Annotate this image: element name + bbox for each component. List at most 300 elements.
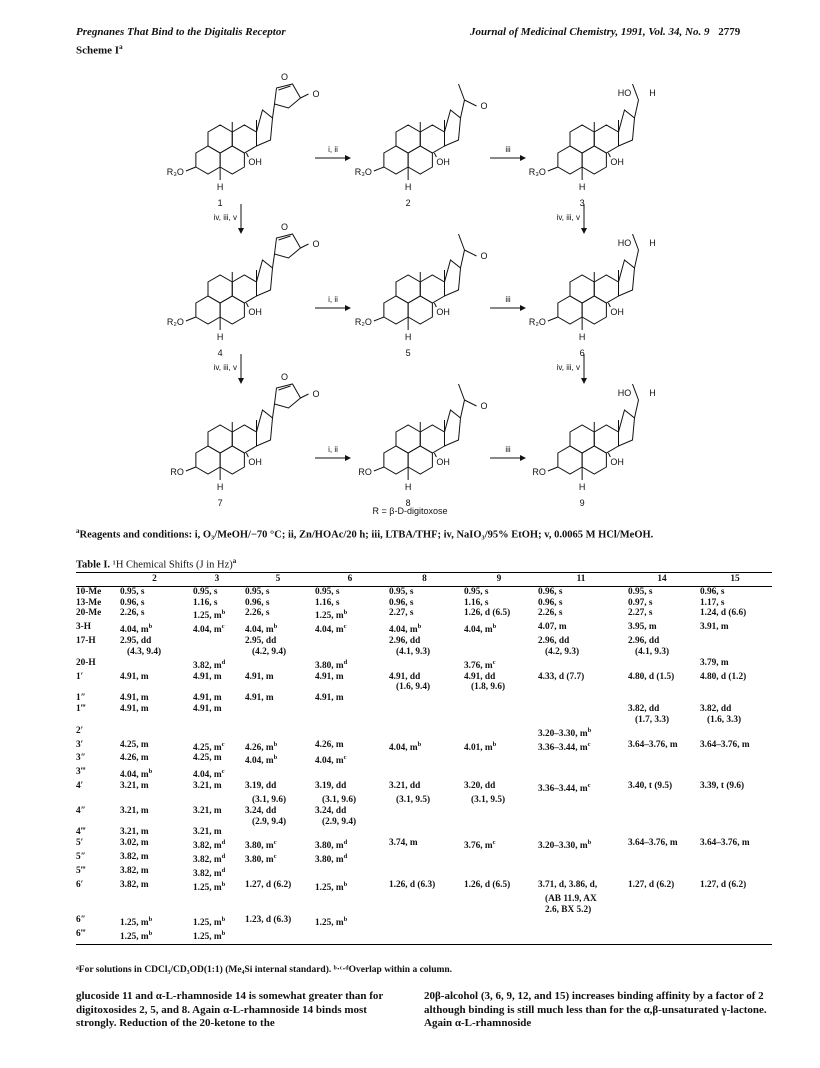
shift-cell: [191, 636, 243, 647]
shift-cell: 0.95, s: [464, 586, 489, 597]
shift-cell: 3.19, dd: [315, 781, 347, 792]
shift-cell: 3.80, $m^d$: [315, 658, 348, 671]
shift-cell: 3.82, $m^d$: [193, 867, 226, 880]
shift-cell: [243, 704, 313, 715]
table-row: [76, 838, 772, 852]
ether-bond: [374, 317, 384, 321]
ring-oxygen-label: O: [280, 72, 289, 82]
shift-cell: [698, 693, 772, 704]
shift-cell: 1.27, d (6.2): [628, 879, 675, 890]
ring-c: [582, 296, 606, 324]
shift-cell: (2.9, 9.4): [322, 816, 357, 827]
arrowhead: [238, 228, 244, 234]
shift-cell: 1.17, s: [700, 597, 725, 608]
table-row: [76, 586, 772, 597]
hydroxyl-label: HO: [617, 238, 632, 248]
shift-cell: 3.64–3.76, m: [700, 838, 750, 849]
table-row: [76, 636, 772, 647]
row-label: 10-Me: [76, 586, 102, 597]
ring-b: [570, 275, 594, 303]
row-label: [76, 817, 118, 828]
table-row: [76, 880, 772, 894]
shift-cell: [698, 726, 772, 740]
shift-cell: [536, 817, 626, 828]
shift-cell: 1.27, d (6.2): [700, 879, 747, 890]
table-header-row: [76, 573, 772, 587]
body-text-right: 20β-alcohol (3, 6, 9, 12, and 15) increases binding affinity by a factor of 2 although binding is still much less than for the α,β-unsaturated γ-lactone. Again α-L-rhamnoside: [424, 990, 767, 1030]
reaction-scheme: [0, 60, 820, 520]
shift-cell: [462, 866, 536, 880]
shift-cell: 4.80, d (1.2): [700, 671, 747, 682]
shift-cell: [536, 795, 626, 806]
shift-cell: 3.80, $m^d$: [315, 853, 348, 866]
shift-cell: 3.95, m: [628, 622, 657, 633]
ring-a: [384, 296, 408, 324]
shift-cell: [387, 806, 462, 817]
carbonyl-oxygen-label: O: [480, 251, 488, 261]
shift-cell: 4.91, m: [120, 693, 149, 704]
side-chain-bond: [634, 400, 638, 418]
shift-cell: (2.9, 9.4): [252, 816, 287, 827]
shift-cell: 1.25, $m^b$: [193, 916, 226, 929]
shift-cell: [387, 817, 462, 828]
steroid-structure: [358, 384, 487, 508]
row-label: 4′: [76, 781, 84, 792]
ring-c: [582, 146, 606, 174]
shift-cell: 4.04, $m^b$: [120, 623, 153, 636]
shift-cell: 3.20–3.30, $m^b$: [538, 839, 592, 852]
ring-c2: [232, 275, 256, 303]
shift-cell: 0.95, s: [193, 586, 218, 597]
substituent-label: RO: [358, 467, 372, 477]
table-row: [76, 894, 772, 905]
shift-cell: 4.25, m: [193, 753, 222, 764]
ring-b: [570, 425, 594, 453]
shift-cell: 4.91, m: [120, 704, 149, 715]
shift-cell: [462, 894, 536, 905]
shift-cell: [118, 658, 191, 672]
column-header: 6: [313, 573, 387, 587]
table-row: [76, 905, 772, 916]
shift-cell: 4.04, $m^b$: [245, 623, 278, 636]
row-label: 3-H: [76, 622, 91, 633]
hydrogen-label: H: [404, 182, 412, 192]
steroid-structure: [529, 234, 656, 358]
hydroxyl-label: OH: [248, 307, 262, 317]
ring-a: [384, 146, 408, 174]
ring-d: [256, 110, 272, 146]
shift-cell: 1.25, $m^b$: [315, 916, 348, 929]
shift-cell: 4.91, m: [315, 693, 344, 704]
shift-cell: [387, 915, 462, 929]
arrowhead: [345, 455, 351, 461]
shift-cell: [243, 682, 313, 693]
table-row: [76, 647, 772, 658]
shift-cell: 4.04, $m^c$: [315, 754, 347, 767]
row-label: 1‴: [76, 704, 86, 715]
shift-cell: 4.04, $m^b$: [389, 740, 422, 753]
ring-c: [220, 446, 244, 474]
shift-cell: [462, 704, 536, 715]
ring-d: [256, 260, 272, 296]
ether-bond: [186, 317, 196, 321]
ring-c: [408, 146, 432, 174]
table-row: [76, 672, 772, 683]
table-row: [76, 929, 772, 944]
shift-cell: [626, 894, 698, 905]
shift-cell: 0.96, s: [538, 597, 563, 608]
shift-cell: [536, 767, 626, 781]
row-label: 17-H: [76, 636, 96, 647]
shift-cell: [536, 715, 626, 726]
steroid-structure: [355, 234, 488, 358]
ring-c: [408, 446, 432, 474]
shift-cell: 2.26, s: [538, 608, 563, 619]
row-label: [76, 647, 118, 658]
ring-c2: [594, 125, 618, 153]
carbonyl-oxygen-label: O: [312, 389, 320, 399]
side-chain-bond: [272, 104, 274, 118]
shift-cell: [698, 817, 772, 828]
shift-cell: [462, 806, 536, 817]
ring-b: [208, 425, 232, 453]
ring-oxygen-label: O: [280, 372, 289, 382]
lactone-ring: [274, 234, 300, 258]
column-header: [76, 573, 118, 587]
shift-cell: 4.26, m: [120, 753, 149, 764]
shift-cell: 4.04, $m^c$: [193, 768, 225, 781]
shift-cell: [626, 852, 698, 866]
carbonyl-bond: [464, 100, 476, 106]
shift-cell: 3.36–3.44, $m^c$: [538, 740, 591, 753]
shift-cell: [626, 929, 698, 944]
compound-number: 1: [217, 198, 223, 208]
shift-cell: [536, 866, 626, 880]
shift-cell: (3.1, 9.5): [471, 795, 506, 806]
side-chain-bond: [634, 250, 638, 268]
shift-cell: 4.91, m: [193, 704, 222, 715]
shift-cell: 3.21, dd: [389, 781, 421, 792]
ether-bond: [186, 467, 196, 471]
shift-cell: [698, 827, 772, 838]
row-label: 5′: [76, 838, 84, 849]
shift-cell: 0.97, s: [628, 597, 653, 608]
shift-cell: 1.16, s: [315, 597, 340, 608]
hydroxyl-label: HO: [617, 388, 632, 398]
shift-cell: [626, 795, 698, 806]
shift-cell: [191, 795, 243, 806]
side-chain-bond: [272, 404, 274, 418]
shift-cell: 3.21, m: [120, 805, 149, 816]
shift-cell: [698, 929, 772, 944]
steroid-structure: [532, 384, 655, 508]
shift-cell: 1.25, $m^b$: [193, 609, 226, 622]
shift-cell: [698, 753, 772, 767]
shift-cell: 4.91, dd: [464, 671, 496, 682]
shift-cell: 2.95, dd: [245, 636, 277, 647]
shift-cell: [243, 866, 313, 880]
substituent-label: R₃O: [354, 167, 372, 177]
shift-cell: 3.82, $m^d$: [193, 658, 226, 671]
hydroxyl-label: OH: [436, 457, 450, 467]
shift-cell: [387, 753, 462, 767]
shift-cell: 0.95, s: [245, 586, 270, 597]
shift-cell: [313, 827, 387, 838]
oh-bond: [608, 453, 610, 457]
hydroxyl-label: OH: [610, 157, 624, 167]
methyl-bond: [632, 384, 638, 400]
running-header-right: [470, 26, 740, 38]
table-row: [76, 753, 772, 767]
shift-cell: [462, 915, 536, 929]
oh-bond: [608, 303, 610, 307]
shift-cell: 0.96, s: [120, 597, 145, 608]
shift-cell: 2.26, s: [120, 608, 145, 619]
hydroxyl-label: OH: [248, 157, 262, 167]
shift-cell: 1.24, d (6.6): [700, 608, 747, 619]
hydrogen-label: H: [404, 332, 412, 342]
shift-cell: [191, 905, 243, 916]
substituent-label: RO: [532, 467, 546, 477]
hydroxyl-label: OH: [610, 457, 624, 467]
arrowhead: [520, 455, 526, 461]
arrow-label: iii: [505, 295, 511, 304]
hydrogen-label: H: [216, 482, 224, 492]
steroid-structure: [170, 372, 319, 508]
row-label: [76, 715, 118, 726]
column-header: 9: [462, 573, 536, 587]
ring-d: [444, 410, 460, 446]
shift-cell: [313, 715, 387, 726]
shift-cell: [626, 682, 698, 693]
shift-cell: 3.36–3.44, $m^c$: [538, 782, 591, 795]
shift-cell: [626, 767, 698, 781]
shift-cell: 4.91, m: [315, 671, 344, 682]
shift-cell: [313, 704, 387, 715]
shift-cell: 4.33, d (7.7): [538, 671, 585, 682]
compound-number: 3: [579, 198, 585, 208]
arrowhead: [581, 378, 587, 384]
ring-a: [384, 446, 408, 474]
shift-cell: 2.6, BX 5.2): [545, 904, 592, 915]
row-label: 3′: [76, 739, 84, 750]
carbonyl-oxygen-label: O: [312, 239, 320, 249]
substituent-label: R₃O: [166, 167, 184, 177]
shift-cell: [462, 726, 536, 740]
shift-cell: 3.21, m: [193, 805, 222, 816]
shift-cell: [118, 817, 191, 828]
shift-cell: 4.26, $m^b$: [245, 740, 278, 753]
side-chain-bond: [272, 254, 274, 268]
table-row: [76, 658, 772, 672]
shift-cell: 3.91, m: [700, 622, 729, 633]
ring-b: [570, 125, 594, 153]
shift-cell: [243, 905, 313, 916]
shift-cell: 1.23, d (6.3): [245, 915, 292, 926]
ring-c: [408, 296, 432, 324]
shift-cell: [387, 929, 462, 944]
shift-cell: [536, 929, 626, 944]
shift-cell: [462, 715, 536, 726]
methyl-bond: [632, 84, 638, 100]
arrowhead: [345, 305, 351, 311]
shift-cell: 2.96, dd: [389, 636, 421, 647]
shift-cell: 3.80, $m^c$: [245, 839, 277, 852]
shift-cell: 4.91, m: [193, 671, 222, 682]
ether-bond: [548, 467, 558, 471]
shift-cell: (4.3, 9.4): [127, 646, 162, 657]
page-number: 2779: [718, 26, 741, 38]
shift-cell: [626, 693, 698, 704]
row-label: 4″: [76, 805, 86, 816]
shift-cell: (4.1, 9.3): [396, 646, 431, 657]
row-label: 3″: [76, 753, 86, 764]
shift-cell: [243, 929, 313, 944]
shift-cell: [243, 894, 313, 905]
shift-cell: 3.80, $m^d$: [315, 839, 348, 852]
table-row: [76, 622, 772, 636]
carbonyl-oxygen-label: O: [480, 101, 488, 111]
shift-cell: 4.07, m: [538, 622, 567, 633]
row-label: 5‴: [76, 866, 86, 877]
side-chain-bond: [460, 400, 464, 418]
shift-cell: 3.82, dd: [628, 704, 660, 715]
row-label: 4‴: [76, 827, 86, 838]
carbonyl-bond: [300, 244, 308, 248]
shift-cell: [698, 852, 772, 866]
arrow-label: iv, iii, v: [556, 213, 580, 222]
row-label: 6′: [76, 879, 84, 890]
shift-cell: 1.25, $m^b$: [120, 916, 153, 929]
shift-cell: [462, 693, 536, 704]
ring-d: [618, 410, 634, 446]
shift-cell: [536, 704, 626, 715]
column-header: 8: [387, 573, 462, 587]
shift-cell: 4.01, $m^b$: [464, 740, 497, 753]
side-chain-bond: [460, 250, 464, 268]
carbonyl-oxygen-label: O: [480, 401, 488, 411]
hydroxyl-label: HO: [617, 88, 632, 98]
arrowhead: [238, 378, 244, 384]
shift-cell: [536, 806, 626, 817]
carbonyl-bond: [300, 394, 308, 398]
ring-a: [196, 296, 220, 324]
row-label: 2′: [76, 725, 84, 736]
ring-c2: [594, 425, 618, 453]
shift-cell: [626, 866, 698, 880]
side-chain-bond: [634, 100, 638, 118]
ring-b: [396, 125, 420, 153]
shift-cell: 1.25, $m^b$: [193, 880, 226, 894]
shift-cell: 3.76, $m^c$: [464, 839, 496, 852]
column-header: 2: [118, 573, 191, 587]
shift-cell: 0.95, s: [120, 586, 145, 597]
ring-b: [396, 275, 420, 303]
ring-a: [196, 446, 220, 474]
hydroxyl-label: OH: [436, 307, 450, 317]
shift-cell: (1.6, 3.3): [707, 714, 742, 725]
shift-cell: (AB 11.9, AX: [545, 893, 597, 904]
shift-cell: (3.1, 9.5): [396, 795, 431, 806]
table-title: Table I. ¹H Chemical Shifts (J in Hz)$^a$: [76, 557, 237, 571]
shift-cell: [698, 647, 772, 658]
lactone-ring: [274, 384, 300, 408]
shift-cell: [462, 817, 536, 828]
scheme-title: Scheme $I^a$: [76, 43, 123, 57]
ether-bond: [186, 167, 196, 171]
shift-cell: 3.76, $m^c$: [464, 658, 496, 671]
oh-bond: [246, 303, 248, 307]
shift-cell: [626, 817, 698, 828]
shift-cell: 1.26, d (6.3): [389, 879, 436, 890]
shift-cell: [387, 827, 462, 838]
compound-number: 5: [405, 348, 411, 358]
shift-cell: [626, 915, 698, 929]
shift-cell: [626, 726, 698, 740]
arrowhead: [581, 228, 587, 234]
ring-c2: [232, 425, 256, 453]
shift-cell: [118, 726, 191, 740]
shift-cell: [118, 905, 191, 916]
shift-cell: 3.24, dd: [315, 805, 347, 816]
shift-cell: 3.20–3.30, $m^b$: [538, 726, 592, 739]
shift-cell: [387, 905, 462, 916]
table-row: [76, 852, 772, 866]
ring-a: [558, 146, 582, 174]
shift-cell: 4.91, m: [245, 693, 274, 704]
ring-c: [582, 446, 606, 474]
ring-c2: [420, 125, 444, 153]
shift-cell: (4.1, 9.3): [635, 646, 670, 657]
compound-number: 6: [579, 348, 585, 358]
compound-number: 2: [405, 198, 411, 208]
ring-c: [220, 146, 244, 174]
shift-cell: [462, 905, 536, 916]
shift-cell: [191, 817, 243, 828]
shift-cell: 1.25, $m^b$: [315, 880, 348, 894]
oh-bond: [608, 153, 610, 157]
ring-b: [208, 275, 232, 303]
oh-bond: [246, 453, 248, 457]
shift-cell: [243, 726, 313, 740]
shift-cell: (1.6, 9.4): [396, 682, 431, 693]
shift-cell: 4.26, m: [315, 739, 344, 750]
table-row: [76, 817, 772, 828]
scheme-reagents: $^a$Reagents and conditions: i, O₃/MeOH/−70 °C; ii, Zn/HOAc/20 h; iii, LTBA/THF; iv, NaIO₃/95% EtOH; v, 0.0065 M HCl/MeOH.: [76, 527, 654, 541]
shift-cell: [698, 866, 772, 880]
shift-cell: 1.26, d (6.5): [464, 608, 511, 619]
ring-b: [208, 125, 232, 153]
table-row: [76, 740, 772, 754]
column-header: 14: [626, 573, 698, 587]
shift-cell: [536, 682, 626, 693]
shift-cell: 4.91, m: [193, 693, 222, 704]
shift-cell: [118, 715, 191, 726]
shift-cell: [387, 767, 462, 781]
shift-cell: [462, 753, 536, 767]
shift-cell: [313, 767, 387, 781]
ring-a: [196, 146, 220, 174]
row-label: 3‴: [76, 767, 86, 778]
table-row: [76, 704, 772, 715]
arrow-label: i, ii: [328, 445, 338, 454]
shift-cell: [243, 767, 313, 781]
substituent-label: R₃O: [528, 167, 546, 177]
oh-bond: [246, 153, 248, 157]
steroid-structure: [167, 72, 320, 208]
shift-cell: 3.82, dd: [700, 704, 732, 715]
chemical-shift-table: [76, 572, 772, 945]
